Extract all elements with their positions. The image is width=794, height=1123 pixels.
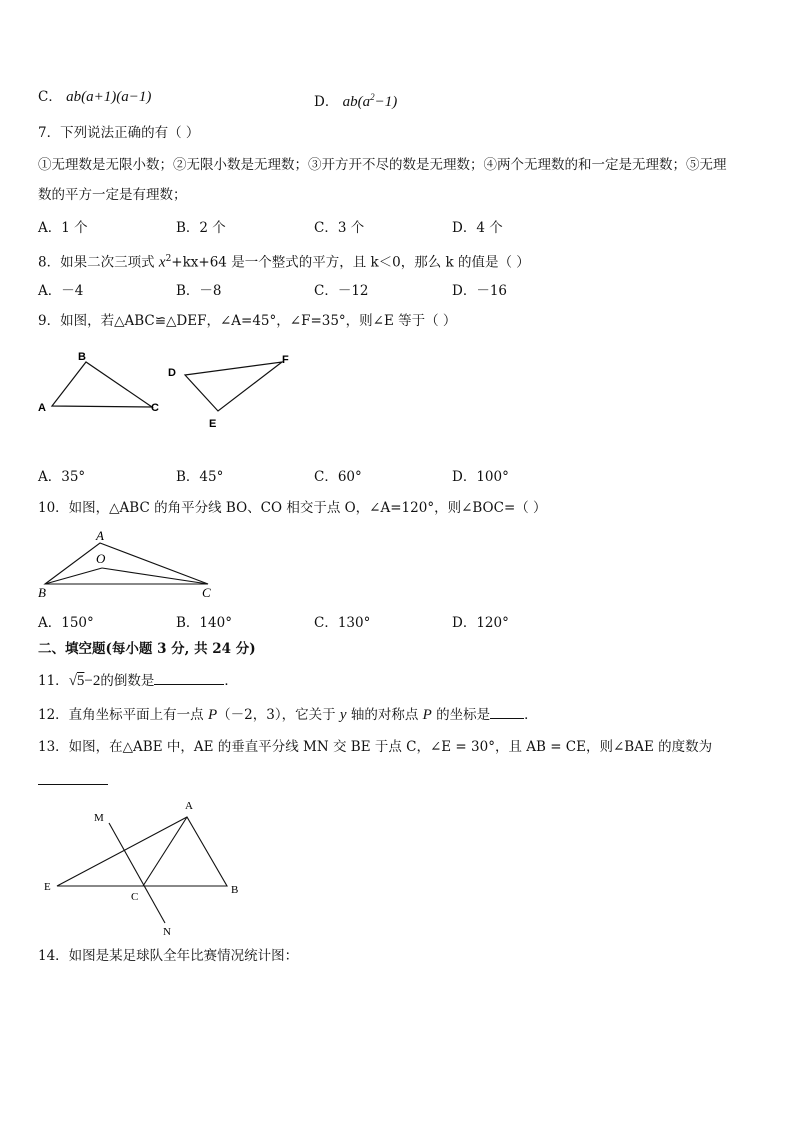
q13-stem: 13．如图，在△ABE 中，AE 的垂直平分线 MN 交 BE 于点 C，∠E = 30°，且 AB = CE，则∠BAE 的度数为: [38, 739, 713, 755]
q13-answer-blank: [38, 784, 108, 785]
q9-triangle-def: [185, 362, 282, 411]
q10-bisector-co: [102, 568, 208, 584]
q11-stem: 11．√5−2的倒数是 ．: [38, 673, 238, 689]
q10-label-o: O: [96, 551, 106, 566]
q10-label-c: C: [202, 585, 211, 600]
q8-option-d: D．－16: [452, 283, 508, 299]
q10-option-d: D．120°: [452, 615, 509, 631]
q9-triangle-abc: [52, 362, 152, 407]
q10-option-b: B．140°: [176, 615, 232, 631]
q12-answer-blank: [490, 718, 524, 719]
q13-label-c: C: [131, 891, 139, 903]
q6-option-d-expr: $ab(a^2-1)$: [342, 92, 398, 110]
q9-stem: 9．如图，若△ABC≌△DEF，∠A=45°，∠F=35°，则∠E 等于（ ）: [38, 313, 457, 329]
q8-stem: 8．如果二次三项式 $x^2+kx+64$ 是一个整式的平方，且 k＜0，那么 k 的值是（ ）: [38, 254, 530, 271]
q9-label-b: B: [78, 351, 86, 363]
q10-stem: 10．如图，△ABC 的角平分线 BO、CO 相交于点 O，∠A=120°，则∠BOC=（ ）: [38, 500, 547, 516]
q13-label-e: E: [44, 881, 51, 893]
q6-option-d: [314, 88, 397, 111]
q8-option-a: A．－4: [38, 283, 84, 299]
q10-option-c: C．130°: [314, 615, 371, 631]
q7-body-line2: 数的平方一定是有理数；: [38, 187, 187, 203]
q13-label-m: M: [94, 812, 104, 824]
q10-triangle-abc: [45, 543, 208, 584]
q9-option-c: C．60°: [314, 469, 362, 485]
q6-option-c-label: C．: [38, 89, 62, 105]
q10-label-b: B: [38, 585, 46, 600]
q7-option-a: A．1 个: [38, 220, 88, 236]
q14-stem: 14．如图是某足球队全年比赛情况统计图：: [38, 948, 299, 964]
q9-option-d: D．100°: [452, 469, 509, 485]
q9-option-b: B．45°: [176, 469, 224, 485]
q13-line-mn: [109, 823, 165, 923]
q9-option-a: A．35°: [38, 469, 86, 485]
q9-figure: [30, 345, 300, 435]
q7-stem: 7．下列说法正确的有（ ）: [38, 125, 200, 141]
q10-option-a: A．150°: [38, 615, 94, 631]
q6-option-c-expr: ab(a+1)(a−1): [66, 89, 152, 105]
q8-option-b: B．－8: [176, 283, 222, 299]
q9-label-e: E: [209, 418, 217, 430]
q6-option-d-label: D．: [314, 94, 339, 110]
q10-label-a: A: [96, 528, 104, 543]
q7-option-d: D．4 个: [452, 220, 503, 236]
q6-option-c: [38, 88, 151, 106]
q7-body-line1: ①无理数是无限小数；②无限小数是无理数；③开方开不尽的数是无理数；④两个无理数的和一定是无理数；⑤无理: [38, 157, 727, 173]
q11-answer-blank: [154, 684, 224, 685]
q10-bisector-bo: [45, 568, 102, 584]
q12-stem: 12．直角坐标平面上有一点 P（－2，3），它关于 y 轴的对称点 P 的坐标是 ．: [38, 707, 538, 723]
q13-figure: [30, 795, 260, 940]
q7-option-c: C．3 个: [314, 220, 365, 236]
q9-label-a: A: [38, 402, 46, 414]
q9-label-d: D: [168, 367, 176, 379]
q9-label-f: F: [282, 354, 289, 366]
q8-option-c: C．－12: [314, 283, 369, 299]
q13-label-n: N: [163, 926, 171, 938]
q9-label-c: C: [151, 402, 159, 414]
section2-title: 二、填空题(每小题 3 分, 共 24 分): [38, 641, 256, 657]
q7-option-b: B．2 个: [176, 220, 226, 236]
q10-figure: [30, 528, 230, 600]
q13-label-b: B: [231, 884, 239, 896]
q13-line-ac: [143, 817, 187, 886]
q13-label-a: A: [185, 800, 193, 812]
q13-triangle-abe: [57, 817, 227, 886]
